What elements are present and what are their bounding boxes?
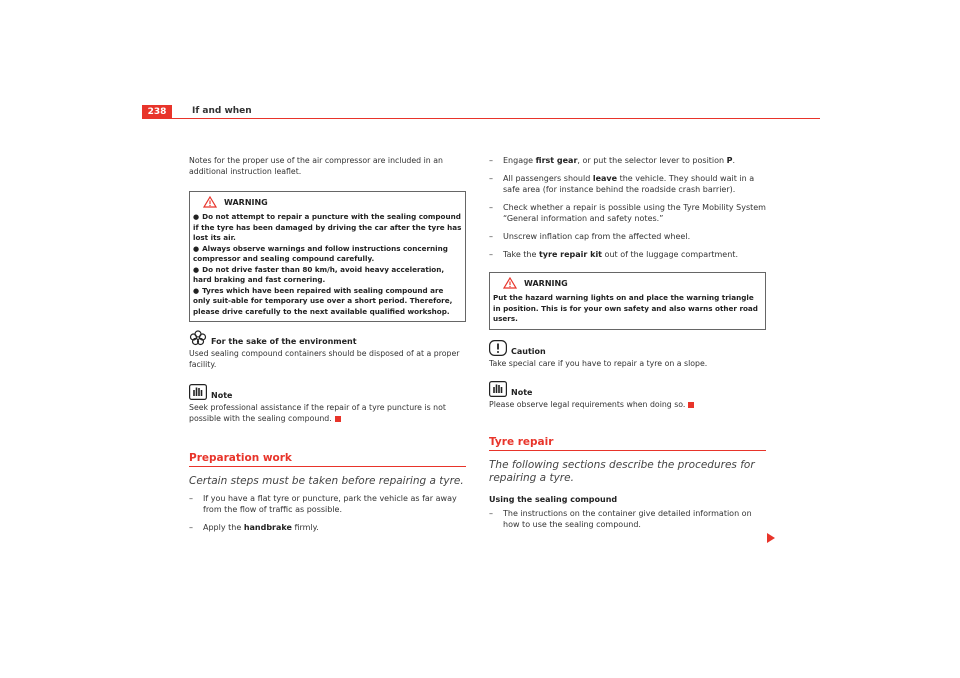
step-item: – The instructions on the container give detailed information on how to use the sealing compound. <box>489 508 752 529</box>
note-text: Seek professional assistance if the repair of a tyre puncture is not possible with the sealing compound. <box>189 403 446 423</box>
warning-box <box>489 272 766 330</box>
page-number: 238 <box>142 105 172 119</box>
step-item: – Apply the handbrake firmly. <box>189 523 319 532</box>
caution-heading <box>489 340 766 356</box>
warning-triangle-icon <box>503 277 517 289</box>
right-column <box>489 155 766 530</box>
environment-text: Used sealing compound containers should be disposed of at a proper facility. <box>189 349 460 369</box>
warning-triangle-icon <box>203 196 217 208</box>
warning-heading <box>203 196 462 208</box>
note-heading <box>489 381 766 397</box>
bullet-icon: ● <box>193 244 200 253</box>
caution-text: Take special care if you have to repair a tyre on a slope. <box>489 358 708 368</box>
note-text: Please observe legal requirements when doing so. <box>489 399 686 409</box>
environment-title: For the sake of the environment <box>211 337 357 346</box>
bullet-icon: ● <box>193 265 200 274</box>
continue-arrow-icon <box>766 532 776 544</box>
end-mark-icon <box>688 402 694 408</box>
note-hand-icon <box>189 384 207 400</box>
note-hand-icon <box>489 381 507 397</box>
step-item: – Unscrew inflation cap from the affected wheel. <box>489 232 691 241</box>
note-title: Note <box>511 387 533 397</box>
caution-title: Caution <box>511 346 546 356</box>
section-subtitle: Certain steps must be taken before repairing a tyre. <box>189 475 464 487</box>
step-item: – If you have a flat tyre or puncture, park the vehicle as far away from the flow of traffic as possible. <box>189 494 457 514</box>
sub-heading: Using the sealing compound <box>489 494 618 504</box>
note-title: Note <box>211 391 233 400</box>
section-subtitle: The following sections describe the procedures for repairing a tyre. <box>489 458 755 484</box>
section-title: Preparation work <box>189 452 466 467</box>
bullet-icon: ● <box>193 213 200 221</box>
flower-icon <box>189 330 207 346</box>
bullet-icon: ● <box>193 286 200 295</box>
warning-item: Tyres which have been repaired with sealing compound are only suit-able for temporary use over a short period. Therefore, please drive carefully to the next available qualified workshop. <box>193 285 453 316</box>
step-item: – All passengers should leave the vehicle. They should wait in a safe area (for instance behind the roadside crash barrier). <box>489 174 755 194</box>
warning-item: Always observe warnings and follow instructions concerning compressor and sealing compound carefully. <box>193 243 448 263</box>
left-column <box>189 155 466 533</box>
warning-item: Do not attempt to repair a puncture with the sealing compound if the tyre has been damaged by driving the car after the tyre has lost its air. <box>193 212 462 242</box>
section-title: Tyre repair <box>489 436 766 451</box>
header-rule <box>172 118 820 119</box>
warning-item: Do not drive faster than 80 km/h, avoid heavy acceleration, hard braking and fast cornering. <box>193 264 445 284</box>
warning-heading <box>503 277 762 289</box>
intro-text: Notes for the proper use of the air compressor are included in an additional instruction leaflet. <box>189 156 443 176</box>
environment-heading <box>189 330 466 346</box>
header-title: If and when <box>192 106 252 116</box>
step-item: – Engage first gear, or put the selector lever to position P. <box>489 156 736 165</box>
note-heading <box>189 384 466 400</box>
step-item: – Check whether a repair is possible using the Tyre Mobility System “General information and safety notes.” <box>489 203 766 223</box>
warning-title: WARNING <box>224 197 268 207</box>
warning-text: Put the hazard warning lights on and place the warning triangle in position. This is for your own safety and also warns other road users. <box>493 293 758 323</box>
note-text-block <box>489 399 766 410</box>
warning-title: WARNING <box>524 278 568 288</box>
warning-box <box>189 191 466 322</box>
note-text-block <box>189 402 466 424</box>
exclamation-icon <box>489 340 507 356</box>
step-item: – Take the tyre repair kit out of the luggage compartment. <box>489 250 738 259</box>
end-mark-icon <box>335 416 341 422</box>
